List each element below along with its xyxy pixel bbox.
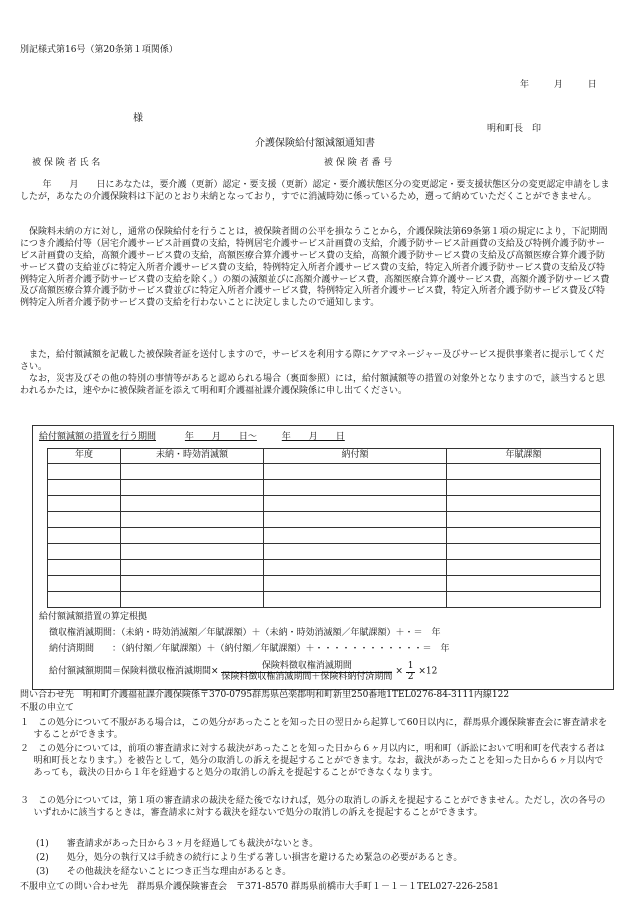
insured-number-digit	[436, 154, 455, 173]
period-row	[39, 432, 345, 444]
insured-number-digit	[456, 154, 475, 173]
fraction: $\frac{\text{保険料徴収権消滅期間}}{\text{保険料徴収権消滅期間＋保険料納付済期間}}$	[221, 661, 393, 682]
basis-label: 給付額減額措置の算定根拠	[39, 612, 148, 622]
table-cell	[121, 527, 264, 543]
table-cell	[447, 479, 601, 495]
insured-number-digit	[514, 154, 533, 173]
table-row	[48, 479, 601, 495]
table-row	[48, 575, 601, 591]
period-to: 年 月 日	[281, 432, 345, 442]
table-cell	[48, 479, 121, 495]
contact-line: 問い合わせ先 明和町介護福祉課介護保険係〒370-0795群馬県邑楽郡明和町新里250番地1TEL0276-84-3111内線122	[20, 690, 510, 700]
table-cell	[48, 527, 121, 543]
table-cell	[447, 543, 601, 559]
table-cell	[264, 511, 447, 527]
table-cell	[264, 495, 447, 511]
reduction-table	[47, 448, 601, 608]
insured-number-digit	[572, 154, 591, 173]
table-cell	[48, 495, 121, 511]
table-cell	[447, 591, 601, 607]
appeal-sub-1: (1) 審査請求があった日から３ヶ月を経過しても裁決がないとき。	[36, 839, 319, 849]
table-cell	[447, 575, 601, 591]
table-cell	[264, 479, 447, 495]
table-cell	[447, 511, 601, 527]
table-row	[48, 543, 601, 559]
appeal-sub-2: (2) 処分，処分の執行又は手続きの続行により生ずる著しい損害を避けるため緊急の必要があるとき。	[36, 853, 463, 863]
table-cell	[121, 543, 264, 559]
table-cell	[48, 591, 121, 607]
table-cell	[447, 463, 601, 479]
table-cell	[264, 543, 447, 559]
table-row	[48, 495, 601, 511]
column-header: 未納・時効消滅額	[121, 449, 264, 464]
basis-line-1: 徴収権消滅期間：（未納・時効消滅額／年賦課額）＋（未納・時効消滅額／年賦課額）＋・＝ 年	[49, 628, 441, 638]
body-paragraph-4: なお，災害及びその他の特別の事情等があると認められる場合（裏面参照）には，給付額減額等の措置の対象外となりますので，該当すると思われるかたは，速やかに被保険者証を添えて明和町介護福祉課介護保険係に申し出てください。	[20, 374, 605, 396]
column-header: 納付額	[264, 449, 447, 464]
basis-line-2: 納付済期間 ：（納付額／年賦課額）＋（納付額／年賦課額）＋・・・・・・・・・・・・＝ 年	[49, 644, 450, 654]
table-cell	[48, 575, 121, 591]
form-number: 別記様式第16号（第20条第１項関係）	[20, 45, 178, 55]
appeal-item-2: ２ この処分については，前項の審査請求に対する裁決があったことを知った日から６ヶ月以内に，明和町（訴訟において明和町を代表する者は明和町長となります。）を被告として，処分の取消しの訴えを提起することができます。なお，裁決があったことを知った日から６ヶ月以内であっても，裁決の日から１年を経過すると処分の取消しの訴えを提起することができなくなります。	[20, 744, 605, 778]
appeal-heading: 不服の申立て	[20, 703, 75, 713]
fraction-half: $\frac{1}{2}$	[407, 661, 414, 682]
table-cell	[48, 543, 121, 559]
table-row	[48, 527, 601, 543]
insured-number-digit	[475, 154, 494, 173]
addressee-suffix: 様	[133, 113, 143, 124]
column-header: 年賦課額	[447, 449, 601, 464]
insured-name-label: 被 保 険 者 氏 名	[32, 157, 101, 168]
table-cell	[48, 511, 121, 527]
insured-table	[28, 154, 611, 173]
body-paragraph-3: また，給付額減額を記載した被保険者証を送付しますので，サービスを利用する際にケアマネージャー及びサービス提供事業者に提示してください。	[20, 350, 605, 372]
table-cell	[121, 463, 264, 479]
insured-number-label: 被 保 険 者 番 号	[324, 157, 393, 168]
basis-line-3: 給付額減額期間＝保険料徴収権消滅期間× $\frac{\text{保険料徴収権消滅期間}}{\text{保険料徴収権消滅期間＋保険料納付済期間}}$ × $\frac{1}{2}$ ×12	[49, 661, 438, 682]
reduction-box	[32, 425, 614, 690]
appeal-item-1: １ この処分について不服がある場合は，この処分があったことを知った日の翌日から起算して60日以内に，群馬県介護保険審査会に審査請求をすることができます。	[20, 718, 608, 740]
insured-number-digit	[495, 154, 514, 173]
table-cell	[447, 495, 601, 511]
table-cell	[447, 527, 601, 543]
table-cell	[121, 575, 264, 591]
date-line: 年 月 日	[520, 80, 597, 90]
issuer: 明和町長 印	[487, 124, 542, 134]
table-cell	[447, 559, 601, 575]
table-cell	[264, 575, 447, 591]
table-cell	[121, 559, 264, 575]
page-title: 介護保険給付額減額通知書	[255, 138, 375, 149]
table-cell	[121, 591, 264, 607]
table-cell	[121, 479, 264, 495]
table-cell	[264, 559, 447, 575]
column-header: 年度	[48, 449, 121, 464]
table-cell	[121, 511, 264, 527]
period-label: 給付額減額の措置を行う期間	[39, 432, 157, 442]
insured-number-digit	[553, 154, 572, 173]
table-cell	[264, 591, 447, 607]
insured-number-digit	[592, 154, 611, 173]
appeal-contact: 不服申立ての問い合わせ先 群馬県介護保険審査会 〒371-8570 群馬県前橋市大手町１－１－１TEL027-226-2581	[20, 882, 499, 892]
insured-name-cell	[123, 154, 320, 173]
insured-number-digit	[417, 154, 436, 173]
table-row	[48, 591, 601, 607]
period-from: 年 月 日〜	[184, 432, 257, 442]
appeal-sub-3: (3) その他裁決を経ないことにつき正当な理由があるとき。	[36, 867, 292, 877]
insured-number-digit	[533, 154, 552, 173]
table-cell	[264, 463, 447, 479]
table-row	[48, 463, 601, 479]
body-paragraph-2: 保険料未納の方に対し，通常の保険給付を行うことは，被保険者間の公平を損なうことから，介護保険法第69条第１項の規定により，下記期間につき介護給付等（居宅介護サービス計画費の支給，特例居宅介護サービス計画費の支給，介護予防サービス計画費の支給及び特例介護予防サービス計画費の支給，高額介護サービス費の支給，高額医療合算介護サービス費の支給，高額介護予防サービス費の支給及び高額医療合算介護予防サービス費の支給並びに特定入所者介護サービス費の支給，特例特定入所者介護サービス費の支給，特定入所者介護予防サービス費の支給及び特例特定入所者介護予防サービス費の支給を除く。）の額の減額並びに高額介護サービス費，高額医療合算介護サービス費，高額介護予防サービス費及び高額医療合算介護予防サービス費並びに特定入所者介護サービス費，特例特定入所者介護サービス費，特定入所者介護予防サービス費及び特例特定入所者介護予防サービス費の支給を行わないことに決定しましたので通知します。	[20, 227, 610, 309]
table-cell	[48, 559, 121, 575]
table-row	[48, 511, 601, 527]
table-cell	[48, 463, 121, 479]
table-row	[48, 559, 601, 575]
body-paragraph-1: 年 月 日にあなたは，要介護（更新）認定・要支援（更新）認定・要介護状態区分の変更認定・要支援状態区分の変更認定申請をしましたが，あなたの介護保険料は下記のとおり未納となっており，すでに消滅時効に係っているため，遡って納めていただくことができません。	[20, 180, 610, 202]
table-cell	[121, 495, 264, 511]
table-cell	[264, 527, 447, 543]
appeal-item-3: ３ この処分については，第１項の審査請求の裁決を経た後でなければ，処分の取消しの訴えを提起することができません。ただし，次の各号のいずれかに該当するときは，審査請求に対する裁決を経ないで処分の取消しの訴えを提起することができます。	[20, 796, 606, 818]
